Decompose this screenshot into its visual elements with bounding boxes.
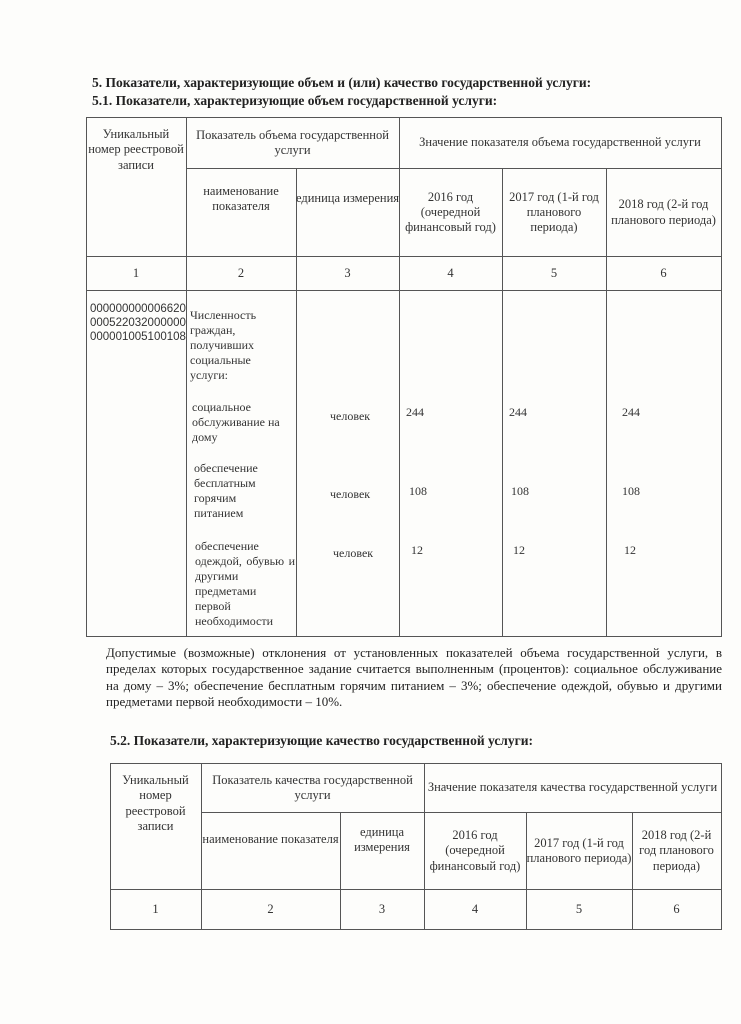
- qual-header-unit: единица измерения: [354, 824, 410, 854]
- row-name: обеспечение бесплатным горячим питанием: [194, 461, 258, 520]
- qual-colnum: 5: [575, 901, 583, 916]
- qual-header-unique-number: Уникальный номер реестровой записи: [122, 773, 189, 833]
- vol-colnum: 2: [237, 265, 245, 280]
- section-5-2-heading: 5.2. Показатели, характеризующие качество государственной услуги:: [110, 733, 534, 748]
- qual-colnum: 4: [471, 901, 479, 916]
- row-name: обеспечение одеждой, обувью и другими предметами первой необходимости: [195, 539, 295, 628]
- vol-header-value-group: Значение показателя объема государственной услуги: [419, 135, 701, 150]
- vol-header-indicator-group: Показатель объема государственной услуги: [196, 127, 389, 157]
- row-value-2016: 108: [409, 484, 427, 498]
- qual-header-name: наименование показателя: [202, 832, 339, 847]
- qual-colnum: 2: [267, 901, 274, 916]
- qual-colnum: 6: [673, 901, 680, 916]
- section-5-heading: 5. Показатели, характеризующие объем и (или) качество государственной услуги:: [92, 75, 592, 90]
- row-value-2018: 12: [624, 543, 636, 557]
- row-value-2016: 244: [406, 405, 424, 419]
- vol-colnum: 6: [660, 265, 667, 280]
- qual-colnum: 3: [378, 901, 386, 916]
- qual-header-value-group: Значение показателя качества государственной услуги: [427, 780, 718, 795]
- vol-colnum: 3: [344, 265, 351, 280]
- vol-colnum: 4: [447, 265, 454, 280]
- qual-header-2016: 2016 год (очередной финансовый год): [429, 828, 521, 873]
- row-value-2018: 108: [622, 484, 640, 498]
- vol-header-2017: 2017 год (1-й год планового периода): [509, 189, 599, 235]
- row-value-2017: 244: [509, 405, 527, 419]
- indicator-title: Численность граждан, получивших социальные услуги:: [190, 308, 257, 382]
- row-unit: человек: [330, 487, 371, 501]
- qual-header-2017: 2017 год (1-й год планового периода): [526, 835, 632, 865]
- row-unit: человек: [333, 546, 374, 560]
- registry-number: 000000000006620000522032000000000001005100108: [90, 303, 186, 343]
- vol-colnum: 1: [132, 265, 140, 280]
- vol-header-2016: 2016 год (очередной финансовый год): [405, 189, 496, 235]
- vol-header-2018: 2018 год (2-й год планового периода): [611, 197, 716, 227]
- row-value-2017: 12: [513, 543, 525, 557]
- section-5-1-heading: 5.1. Показатели, характеризующие объем государственной услуги:: [92, 93, 498, 108]
- vol-header-name: наименование показателя: [203, 183, 279, 213]
- vol-header-unique-number: Уникальный номер реестровой записи: [88, 127, 184, 172]
- qual-header-2018: 2018 год (2-й год планового периода): [639, 828, 714, 873]
- vol-header-unit: единица измерения: [296, 191, 400, 206]
- qual-header-indicator-group: Показатель качества государственной услуги: [212, 772, 413, 802]
- row-unit: человек: [330, 409, 371, 423]
- deviation-note: Допустимые (возможные) отклонения от установленных показателей объема государственной услуги, в пределах которых государственное задание считается выполненным (процентов): социальное обслуживание на дому – 3%; обеспечение бесплатным горячим питанием – 3%; обеспечение одеждой, обувью и другими предметами первой необходимости – 10%.: [106, 645, 722, 709]
- vol-colnum: 5: [550, 265, 558, 280]
- row-value-2016: 12: [411, 543, 423, 557]
- row-value-2017: 108: [511, 484, 529, 498]
- row-value-2018: 244: [622, 405, 640, 419]
- row-name: социальное обслуживание на дому: [192, 400, 280, 444]
- qual-colnum: 1: [152, 901, 159, 916]
